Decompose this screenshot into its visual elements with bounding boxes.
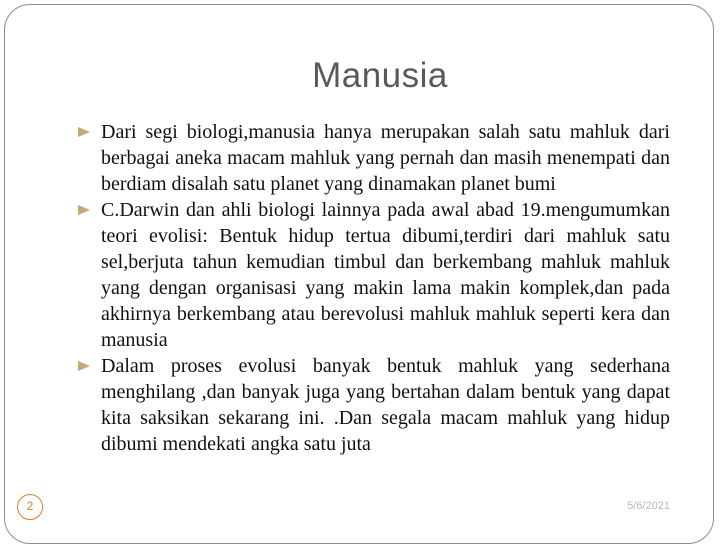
bullet-item-3 [74, 353, 670, 457]
bullet-arrow-icon [78, 127, 90, 137]
bullet-text: Dari segi biologi,manusia hanya merupakan salah satu mahluk dari berbagai aneka macam mahluk yang pernah dan masih menempati dan berdiam disalah satu planet yang dinamakan planet bumi [101, 121, 670, 195]
slide-date: 5/6/2021 [627, 500, 670, 512]
slide-title: Manusia [312, 56, 448, 95]
bullet-arrow-icon [78, 205, 90, 215]
slide-body [74, 119, 670, 457]
bullet-text: C.Darwin dan ahli biologi lainnya pada awal abad 19.mengumumkan teori evolisi: Bentuk hidup tertua dibumi,terdiri dari mahluk satu sel,berjuta tahun kemudian timbul dan berkembang mahluk mahluk yang dengan organisasi yang makin lama makin komplek,dan pada akhirnya berkembang atau berevolusi mahluk mahluk seperti kera dan manusia [101, 199, 670, 351]
bullet-text: Dalam proses evolusi banyak bentuk mahluk yang sederhana menghilang ,dan banyak juga yang bertahan dalam bentuk yang dapat kita saksikan sekarang ini. .Dan segala macam mahluk yang hidup dibumi mendekati angka satu juta [101, 355, 670, 455]
bullet-arrow-icon [78, 361, 90, 371]
bullet-item-1 [74, 119, 670, 197]
bullet-item-2 [74, 197, 670, 353]
slide-number-badge: 2 [17, 494, 43, 520]
